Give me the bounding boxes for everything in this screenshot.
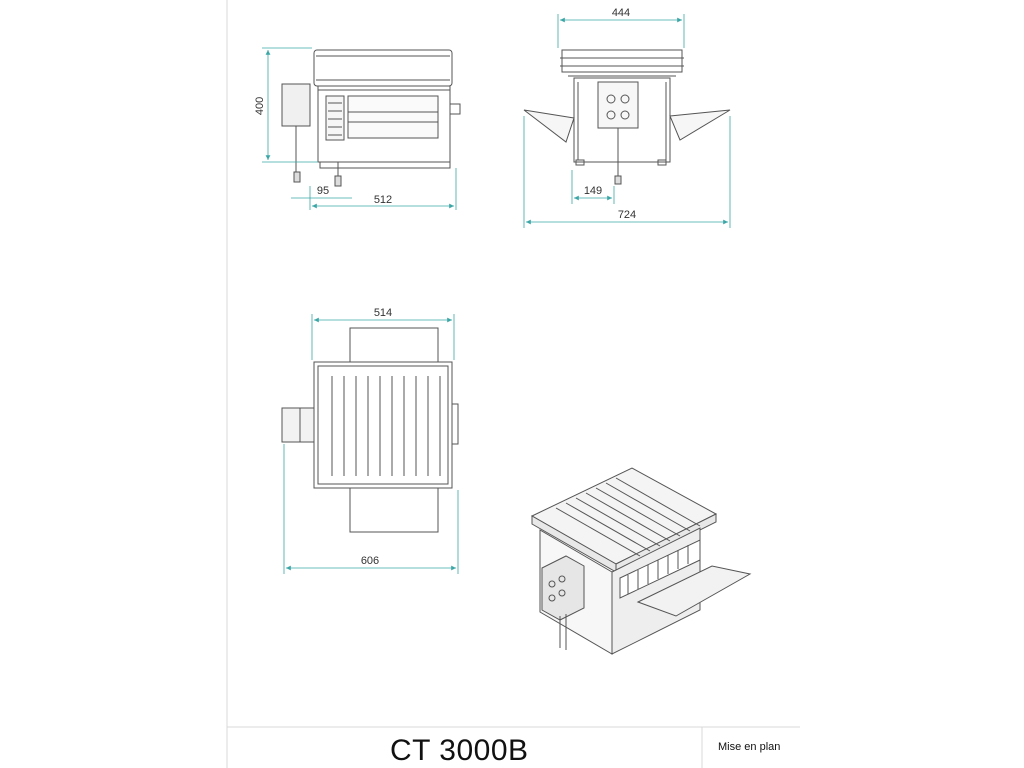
top-width-label: 514	[373, 307, 393, 319]
drawing-title: CT 3000B	[390, 734, 529, 767]
front-height-label: 400	[254, 96, 266, 116]
title-block	[227, 727, 799, 768]
side-view	[524, 50, 730, 184]
top-view-dimensions	[284, 314, 458, 574]
side-overall-width-label: 724	[617, 209, 637, 221]
front-width-label: 512	[373, 194, 393, 206]
side-offset-label: 149	[583, 185, 603, 197]
side-top-width-label: 444	[611, 7, 631, 19]
front-offset-label: 95	[316, 185, 330, 197]
top-view	[282, 328, 458, 532]
front-view	[282, 50, 460, 186]
isometric-view	[532, 468, 750, 654]
sheet-label: Mise en plan	[718, 741, 781, 753]
top-overall-width-label: 606	[360, 555, 380, 567]
